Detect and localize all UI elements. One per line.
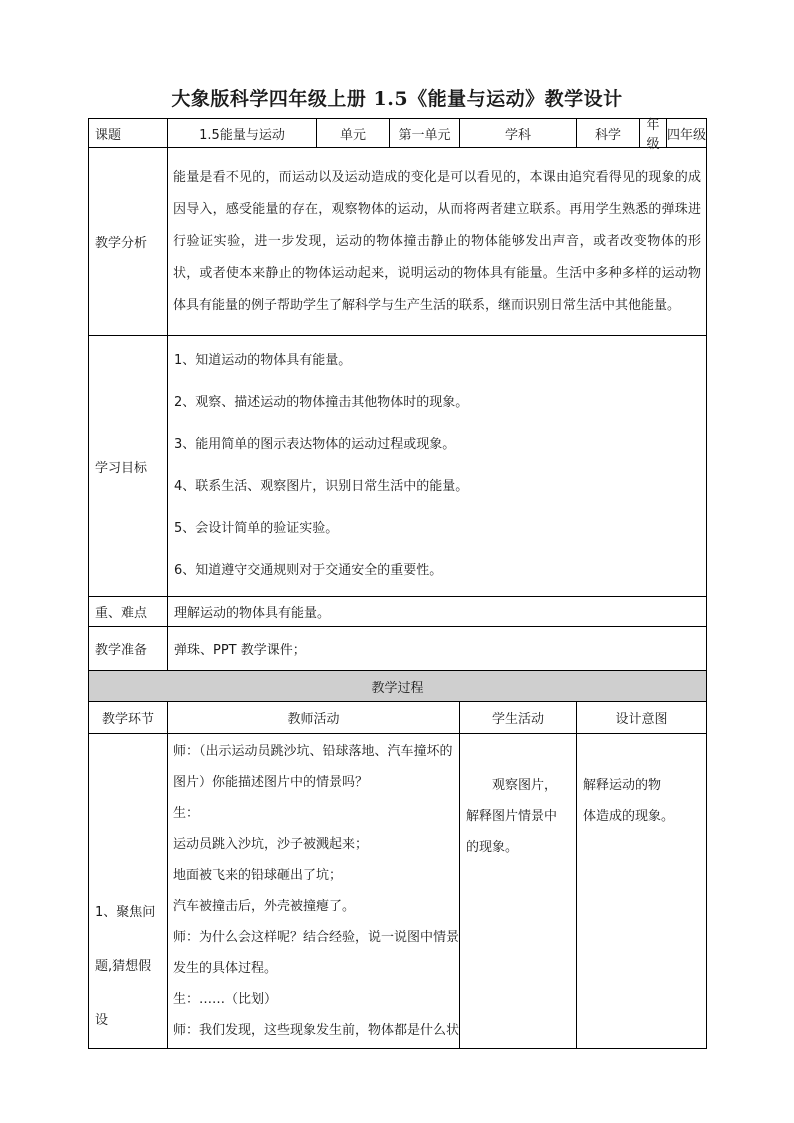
teacher-line: 师：我们发现，这些现象发生前，物体都是什么状 <box>173 1023 460 1038</box>
goals-list <box>168 336 707 597</box>
analysis-row <box>89 148 707 336</box>
col-student-header: 学生活动 <box>460 702 577 734</box>
analysis-label: 教学分析 <box>89 148 168 336</box>
unit-label: 单元 <box>317 119 390 148</box>
col-teacher-header: 教师活动 <box>168 702 460 734</box>
key-label: 重、难点 <box>89 597 168 627</box>
intent-line: 体造成的现象。 <box>583 809 675 824</box>
teacher-line: 生： <box>173 806 200 821</box>
step-line: 设 <box>95 1013 109 1028</box>
goals-row <box>89 336 707 597</box>
grade-label: 年级 <box>640 119 667 147</box>
student-line: 的现象。 <box>466 840 519 855</box>
unit-value: 第一单元 <box>390 119 460 148</box>
student-line: 观察图片， <box>492 778 558 793</box>
teacher-line: 师：为什么会这样呢？结合经验，说一说图中情景 <box>173 930 460 945</box>
teacher-line: 生：……（比划） <box>173 992 278 1007</box>
col-intent-header: 设计意图 <box>577 702 707 734</box>
goal-item: 3、能用简单的图示表达物体的运动过程或现象。 <box>174 437 456 452</box>
goal-item: 2、观察、描述运动的物体撞击其他物体时的现象。 <box>174 395 469 410</box>
process-header-row <box>89 702 707 734</box>
teacher-line: 师：（出示运动员跳沙坑、铅球落地、汽车撞坏的 <box>173 744 453 759</box>
student-line: 解释图片情景中 <box>466 809 558 824</box>
process-row <box>89 734 707 1049</box>
prep-label: 教学准备 <box>89 627 168 671</box>
goal-item: 1、知道运动的物体具有能量。 <box>174 353 352 368</box>
student-activity-cell <box>460 734 577 1049</box>
goals-label: 学习目标 <box>89 336 168 597</box>
teacher-line: 汽车被撞击后，外壳被撞瘪了。 <box>173 899 356 914</box>
subject-label: 学科 <box>460 119 577 148</box>
teacher-activity-cell <box>168 734 460 1049</box>
goal-item: 4、联系生活、观察图片，识别日常生活中的能量。 <box>174 479 469 494</box>
grade-cell <box>640 118 707 152</box>
teacher-line: 图片）你能描述图片中的情景吗？ <box>173 775 369 790</box>
prep-text: 弹珠、PPT 教学课件； <box>168 627 707 671</box>
teacher-line: 地面被飞来的铅球砸出了坑； <box>173 868 343 883</box>
key-text: 理解运动的物体具有能量。 <box>168 597 707 627</box>
step-cell <box>89 734 168 1049</box>
intent-line: 解释运动的物 <box>583 778 662 793</box>
process-band: 教学过程 <box>89 671 707 702</box>
topic-label: 课题 <box>89 119 168 148</box>
header-row <box>89 119 707 148</box>
teacher-line: 运动员跳入沙坑，沙子被溅起来； <box>173 837 369 852</box>
page-title: 大象版科学四年级上册 1.5《能量与运动》教学设计 <box>171 88 623 110</box>
lesson-plan-table <box>88 118 707 1049</box>
step-line: 题,猜想假 <box>95 959 152 974</box>
process-band-row <box>89 671 707 702</box>
subject-value: 科学 <box>577 119 640 148</box>
step-line: 1、聚焦问 <box>95 905 156 920</box>
analysis-text: 能量是看不见的，而运动以及运动造成的变化是可以看见的，本课由追究看得见的现象的成因导入，感受能量的存在，观察物体的运动，从而将两者建立联系。再用学生熟悉的弹珠进行验证实验，进一步发现，运动的物体撞击静止的物体能够发出声音，或者改变物体的形状，或者使本来静止的物体运动起来，说明运动的物体具有能量。生活中多种多样的运动物体具有能量的例子帮助学生了解科学与生产生活的联系，继而识别日常生活中其他能量。 <box>168 148 707 336</box>
intent-cell <box>577 734 707 1049</box>
prep-row <box>89 627 707 671</box>
goal-item: 6、知道遵守交通规则对于交通安全的重要性。 <box>174 563 443 578</box>
key-row <box>89 597 707 627</box>
goal-item: 5、会设计简单的验证实验。 <box>174 521 339 536</box>
grade-value: 四年级 <box>667 127 707 143</box>
topic-value: 1.5能量与运动 <box>168 119 317 148</box>
teacher-line: 发生的具体过程。 <box>173 961 278 976</box>
col-step-header: 教学环节 <box>89 702 168 734</box>
